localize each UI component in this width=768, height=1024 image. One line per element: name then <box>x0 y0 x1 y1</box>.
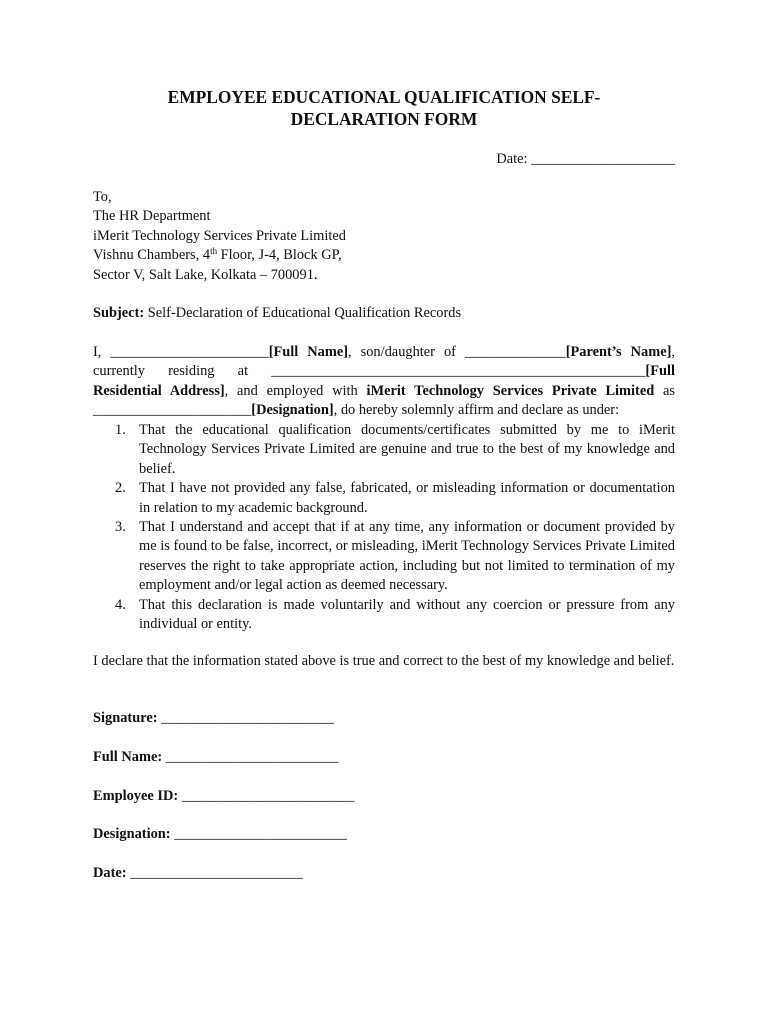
signature-date-label: Date: <box>93 865 127 881</box>
date-label: Date: <box>496 151 528 167</box>
full-name-field[interactable] <box>93 749 338 766</box>
form-title-line-1: EMPLOYEE EDUCATIONAL QUALIFICATION SELF- <box>167 87 601 107</box>
designation-placeholder: [Designation] <box>251 402 334 419</box>
full-name-label: Full Name: <box>93 749 163 765</box>
date-field[interactable] <box>496 150 675 169</box>
decl-text-2[interactable]: , son/daughter of ______________ <box>348 344 566 360</box>
residential-address-placeholder: [Full Residential Address] <box>93 363 675 399</box>
item-number: 2. <box>115 480 126 497</box>
declaration-paragraph <box>93 343 675 421</box>
company-name: iMerit Technology Services Private Limited <box>366 382 655 399</box>
full-name-placeholder: [Full Name] <box>268 344 349 360</box>
employee-id-label: Employee ID: <box>93 788 179 804</box>
list-item <box>93 518 675 596</box>
item-text: That I have not provided any false, fabricated, or misleading information or documentation in relation to my academic background. <box>139 480 675 516</box>
address-to: To, <box>93 189 112 205</box>
list-item <box>93 596 675 635</box>
designation-blank[interactable]: ________________________ <box>174 826 347 842</box>
employee-id-field[interactable] <box>93 788 354 805</box>
address-city: Sector V, Salt Lake, Kolkata – 700091. <box>93 266 318 283</box>
recipient-address <box>93 188 675 285</box>
item-text: That the educational qualification documents/certificates submitted by me to iMerit Technology Services Private Limited are genuine and true to the best of my knowledge and belief. <box>139 422 675 477</box>
item-text: That I understand and accept that if at any time, any information or document provided by me is found to be false, incorrect, or misleading, iMerit Technology Services Private Limited reserves the right to take appropriate action, including but not limited to termination of my employment and/or legal action as deemed necessary. <box>139 519 675 594</box>
signature-field[interactable] <box>93 710 334 727</box>
decl-text-5[interactable]: as ______________________ <box>93 382 675 419</box>
employee-id-blank[interactable]: ________________________ <box>181 788 355 804</box>
decl-text-1[interactable]: I, ______________________ <box>93 344 269 360</box>
designation-label: Designation: <box>93 826 171 842</box>
item-text: That this declaration is made voluntarily and without any coercion or pressure from any individual or entity. <box>139 596 675 633</box>
subject-line <box>93 304 675 323</box>
full-name-blank[interactable]: ________________________ <box>165 749 339 765</box>
decl-text-4: , and employed with <box>224 382 367 399</box>
item-number: 3. <box>115 519 126 536</box>
address-building: Vishnu Chambers, 4th Floor, J-4, Block GP, <box>93 246 342 264</box>
subject-text: Self-Declaration of Educational Qualification Records <box>144 305 462 321</box>
closing-statement: I declare that the information stated above is true and correct to the best of my knowledge and belief. <box>93 653 675 669</box>
signature-date-field[interactable] <box>93 865 303 882</box>
declaration-items <box>93 421 675 634</box>
designation-field[interactable] <box>93 826 347 843</box>
list-item <box>93 479 675 518</box>
decl-text-3[interactable]: , currently residing at ____________________________________________________ <box>93 344 675 380</box>
address-department: The HR Department <box>93 208 211 225</box>
signature-date-blank[interactable]: ________________________ <box>130 865 303 881</box>
signature-label: Signature: <box>93 710 158 726</box>
item-number: 4. <box>115 596 126 613</box>
decl-text-6: , do hereby solemnly affirm and declare as under: <box>333 402 620 419</box>
item-number: 1. <box>115 422 126 438</box>
form-title-line-2: DECLARATION FORM <box>290 109 478 129</box>
form-title <box>130 86 638 130</box>
signature-blank[interactable]: ________________________ <box>161 710 334 726</box>
subject-label: Subject: <box>93 305 145 321</box>
parent-name-placeholder: [Parent’s Name] <box>565 344 672 360</box>
date-blank[interactable]: ____________________ <box>531 151 675 167</box>
address-company: iMerit Technology Services Private Limited <box>93 227 346 244</box>
list-item <box>93 421 675 479</box>
